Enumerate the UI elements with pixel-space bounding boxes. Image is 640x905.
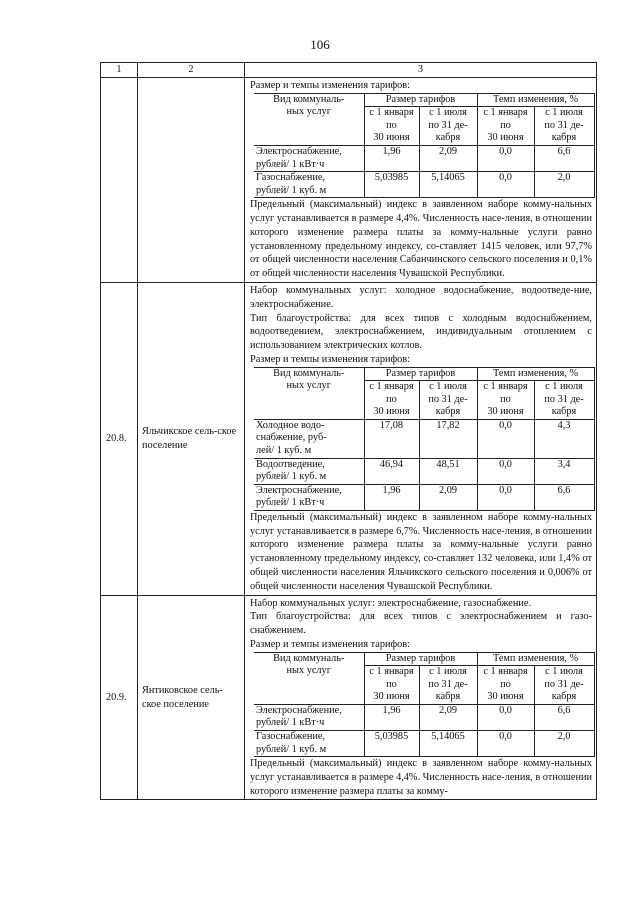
tariff-header-size: Размер тарифов [364,367,477,381]
conclusion-text: Предельный (максимальный) индекс в заявленном наборе комму-нальных услуг устанавливается в размере 4,4%. Численность насе-ления, в отношении которого изменение размера платы за комму-нальные услуги равно установленному предельному индексу, со-ставляет 1415 человек, или 97,7% от общей численности населения Сабанчинского сельского поселения и 0,1% от общей численности населения Чувашской Республики. [250,199,592,280]
settlement-name-cell [138,78,245,283]
rate-value-jul: 3,4 [534,458,594,484]
content-cell [245,282,597,595]
rate-value-jul: 4,3 [534,419,594,458]
conclusion-text: Предельный (максимальный) индекс в заявленном наборе комму-нальных услуг устанавливается в размере 6,7%. Численность насе-ления, в отношении которого изменение размера платы за комму-нальные услуги равно установленному предельному индексу, со-ставляет 132 человека, или 1,4% от общей численности населения Яльчикского сельского поселения и 0,006% от общей численности населения Чувашской Республики. [250,511,592,592]
tariff-value-jul: 5,14065 [419,731,477,757]
tariff-row [254,172,594,198]
column-header-row [101,63,597,78]
settlement-name: Яльчикское сель-ское поселение [138,282,245,595]
settlement-name: Янтиковское сель-ское поселение [138,595,245,800]
services-set-text: Набор коммунальных услуг: холодное водоснабжение, водоотведе-ние, электроснабжение. [250,284,592,310]
tariffs-title: Размер и темпы изменения тарифов: [250,80,411,91]
column-header-1: 1 [101,63,138,78]
rate-value-jan: 0,0 [477,731,534,757]
tariff-table [254,652,595,757]
rate-header-jan: с 1 января по 30 июня [477,107,534,146]
column-header-2: 2 [138,63,245,78]
table-row-20-8 [101,282,597,595]
tariff-row [254,458,594,484]
tariff-value-jul: 2,09 [419,145,477,171]
improvement-type-text: Тип благоустройства: для всех типов с холодным водоснабжением, водоотведением, электроснабжением, индивидуальным отоплением с использованием электрических котлов. [250,312,592,352]
rate-value-jan: 0,0 [477,484,534,510]
tariff-row [254,145,594,171]
tariff-row [254,419,594,458]
tariff-header-rate: Темп изменения, % [477,652,594,666]
content-cell [245,595,597,800]
tariff-header-jan: с 1 января по 30 июня [364,666,419,705]
tariff-header-jul: с 1 июля по 31 де- кабря [419,107,477,146]
tariff-header-service: Вид коммуналь- ных услуг [254,367,364,419]
conclusion-text: Предельный (максимальный) индекс в заявленном наборе комму-нальных услуг устанавливается в размере 4,4%. Численность насе-ления, в отношении которого изменение размера платы за комму- [250,758,592,797]
tariff-value-jan: 1,96 [364,484,419,510]
tariff-service: Электроснабжение, рублей/ 1 кВт·ч [254,484,364,510]
rate-value-jul: 2,0 [534,172,594,198]
tariff-header-size: Размер тарифов [364,652,477,666]
rate-value-jan: 0,0 [477,458,534,484]
tariff-service: Газоснабжение, рублей/ 1 куб. м [254,731,364,757]
tariff-row [254,731,594,757]
rate-value-jan: 0,0 [477,172,534,198]
row-number: 20.8. [101,282,138,595]
tariff-value-jan: 46,94 [364,458,419,484]
row-number: 20.9. [101,595,138,800]
rate-header-jul: с 1 июля по 31 де- кабря [534,381,594,420]
tariff-value-jul: 2,09 [419,484,477,510]
tariff-value-jan: 5,03985 [364,731,419,757]
tariff-value-jul: 2,09 [419,704,477,730]
tariff-value-jan: 17,08 [364,419,419,458]
table-row-20-9 [101,595,597,800]
rate-header-jan: с 1 января по 30 июня [477,381,534,420]
tariff-value-jul: 17,82 [419,419,477,458]
tariff-service: Электроснабжение, рублей/ 1 кВт·ч [254,704,364,730]
rate-value-jul: 6,6 [534,145,594,171]
tariff-row [254,484,594,510]
tariff-header-jul: с 1 июля по 31 де- кабря [419,381,477,420]
column-header-3: 3 [245,63,597,78]
rate-value-jul: 6,6 [534,704,594,730]
tariff-header-service: Вид коммуналь- ных услуг [254,93,364,145]
tariff-header-jul: с 1 июля по 31 де- кабря [419,666,477,705]
tariff-header-rate: Темп изменения, % [477,93,594,107]
rate-value-jul: 6,6 [534,484,594,510]
rate-value-jan: 0,0 [477,145,534,171]
tariff-value-jul: 5,14065 [419,172,477,198]
tariff-service: Электроснабжение, рублей/ 1 кВт·ч [254,145,364,171]
tariff-table [254,93,595,198]
main-table [100,62,597,800]
row-number-cell [101,78,138,283]
rate-value-jan: 0,0 [477,704,534,730]
table-row-continuation [101,78,597,283]
tariff-header-service: Вид коммуналь- ных услуг [254,652,364,704]
rate-header-jul: с 1 июля по 31 де- кабря [534,107,594,146]
tariffs-title: Размер и темпы изменения тарифов: [250,638,411,650]
tariff-service: Газоснабжение, рублей/ 1 куб. м [254,172,364,198]
tariff-value-jan: 1,96 [364,145,419,171]
improvement-type-text: Тип благоустройства: для всех типов с электроснабжением и газо-снабжением. [250,611,592,637]
tariff-header-jan: с 1 января по 30 июня [364,107,419,146]
tariff-table [254,367,595,511]
tariff-value-jul: 48,51 [419,458,477,484]
rate-header-jul: с 1 июля по 31 де- кабря [534,666,594,705]
services-set-text: Набор коммунальных услуг: электроснабжение, газоснабжение. [250,597,532,609]
page-number: 106 [310,37,330,52]
tariff-header-jan: с 1 января по 30 июня [364,381,419,420]
rate-header-jan: с 1 января по 30 июня [477,666,534,705]
tariff-service: Холодное водо- снабжение, руб- лей/ 1 куб. м [254,419,364,458]
tariffs-title: Размер и темпы изменения тарифов: [250,353,411,365]
tariff-row [254,704,594,730]
content-cell [245,78,597,283]
tariff-service: Водоотведение, рублей/ 1 куб. м [254,458,364,484]
tariff-value-jan: 5,03985 [364,172,419,198]
rate-value-jul: 2,0 [534,731,594,757]
rate-value-jan: 0,0 [477,419,534,458]
tariff-header-size: Размер тарифов [364,93,477,107]
tariff-header-rate: Темп изменения, % [477,367,594,381]
tariff-value-jan: 1,96 [364,704,419,730]
